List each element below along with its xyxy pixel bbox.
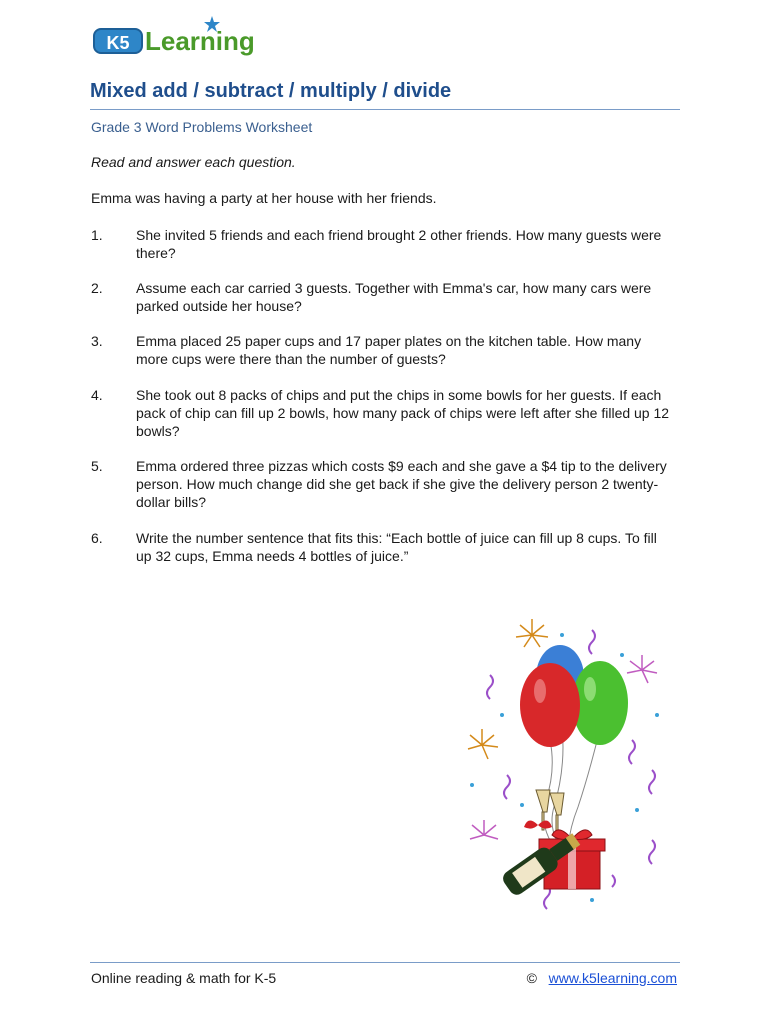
red-balloon	[520, 663, 580, 747]
question-text: Write the number sentence that fits this: “Each bottle of juice can fill up 8 cups. To fill up 32 cups, Emma needs 4 bottles of juice.”	[136, 530, 657, 564]
question-number: 1.	[91, 227, 103, 243]
firework-icon	[516, 619, 548, 647]
question-text: She took out 8 packs of chips and put the chips in some bowls for her guests. If each pack of chip can fill up 2 bowls, how many pack of chips were left after she filled up 12 bowls?	[136, 387, 670, 439]
logo-word: Learning	[145, 26, 255, 56]
firework-icon	[627, 655, 657, 683]
footer-link-group	[527, 970, 677, 986]
copyright-symbol: ©	[526, 970, 537, 986]
question-text: Assume each car carried 3 guests. Together with Emma's car, how many cars were parked outside her house?	[136, 280, 652, 314]
page-title: Mixed add / subtract / multiply / divide	[90, 80, 452, 102]
question-text: Emma placed 25 paper cups and 17 paper plates on the kitchen table. How many more cups were there than the number of guests?	[136, 333, 642, 367]
balloon-highlight	[584, 677, 596, 701]
intro-text: Emma was having a party at her house with her friends.	[91, 190, 437, 206]
question-number: 6.	[91, 530, 103, 546]
firework-icon	[470, 820, 498, 839]
green-balloon	[572, 661, 628, 745]
logo-badge: K5	[93, 28, 143, 54]
party-illustration	[462, 615, 682, 915]
footer-tagline: Online reading & math for K-5	[91, 970, 277, 986]
balloon-highlight	[534, 679, 546, 703]
footer-divider	[90, 962, 680, 963]
instructions: Read and answer each question.	[91, 154, 296, 170]
k5-learning-logo	[93, 20, 263, 60]
logo-star-icon	[197, 14, 227, 34]
header-divider	[90, 109, 680, 110]
question-text: She invited 5 friends and each friend brought 2 other friends. How many guests were there?	[136, 227, 662, 261]
question-number: 4.	[91, 387, 103, 403]
question-text: Emma ordered three pizzas which costs $9 each and she gave a $4 tip to the delivery person. How much change did she get back if she give the delivery person 2 twenty-dollar bills?	[136, 458, 667, 510]
firework-icon	[468, 729, 498, 759]
question-number: 3.	[91, 333, 103, 349]
question-number: 5.	[91, 458, 103, 474]
k5learning-link[interactable]: www.k5learning.com	[548, 970, 677, 986]
question-number: 2.	[91, 280, 103, 296]
worksheet-subtitle: Grade 3 Word Problems Worksheet	[91, 119, 313, 135]
bow-icon	[524, 820, 552, 828]
